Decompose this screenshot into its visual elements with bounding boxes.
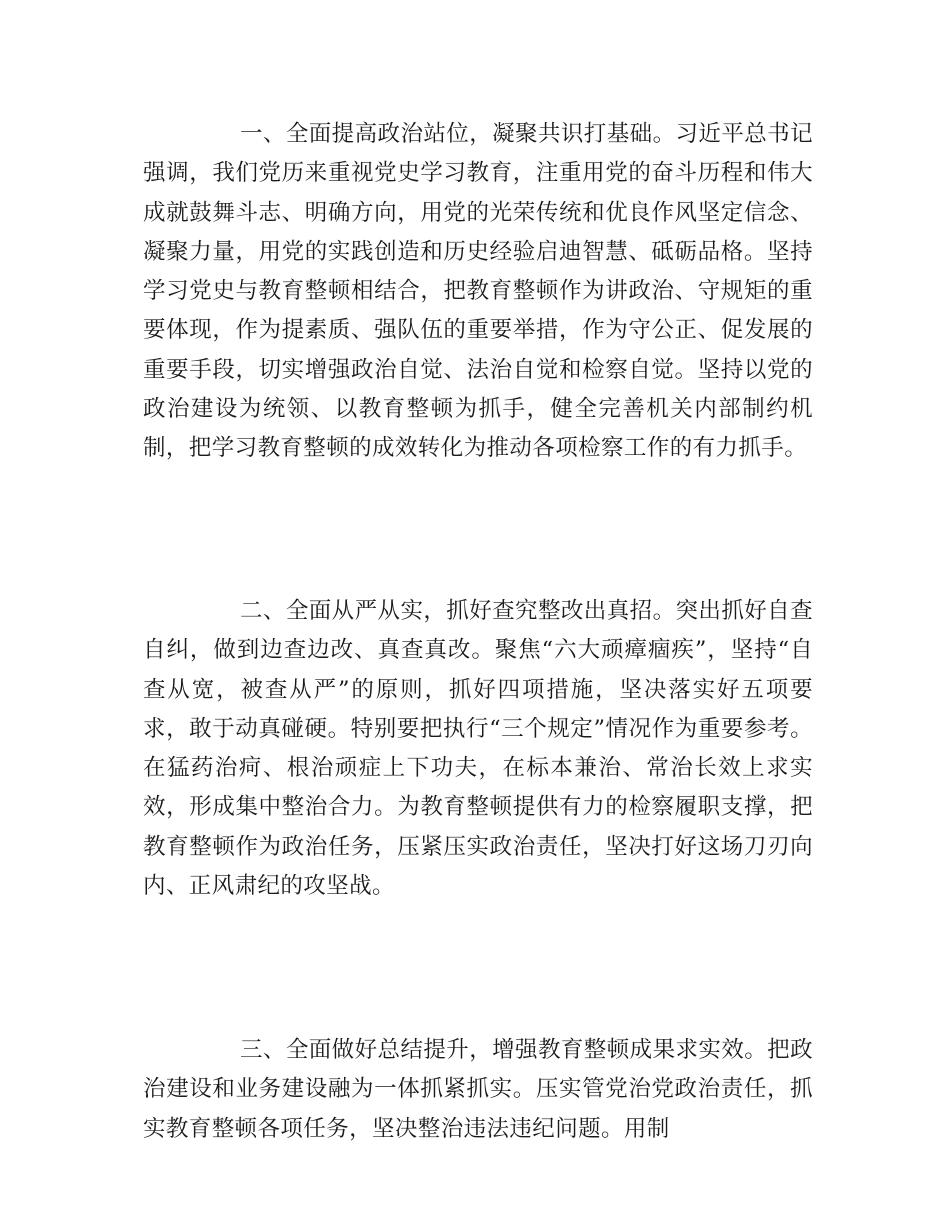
paragraph-1: 一、全面提高政治站位，凝聚共识打基础。习近平总书记强调，我们党历来重视党史学习教育，注重用党的奋斗历程和伟大成就鼓舞斗志、明确方向，用党的光荣传统和优良作风坚定信念、凝聚力量，用党的实践创造和历史经验启迪智慧、砥砺品格。坚持学习党史与教育整顿相结合，把教育整顿作为讲政治、守规矩的重要体现，作为提素质、强队伍的重要举措，作为守公正、促发展的重要手段，切实增强政治自觉、法治自觉和检察自觉。坚持以党的政治建设为统领、以教育整顿为抓手，健全完善机关内部制约机制，把学习教育整顿的成效转化为推动各项检察工作的有力抓手。 bbox=[143, 121, 813, 462]
paragraph-3: 三、全面做好总结提升，增强教育整顿成果求实效。把政治建设和业务建设融为一体抓紧抓实。压实管党治党政治责任，抓实教育整顿各项任务，坚决整治违法违纪问题。用制 bbox=[143, 1037, 813, 1142]
paragraph-2: 二、全面从严从实，抓好查究整改出真招。突出抓好自查自纠，做到边查边改、真查真改。聚焦“六大顽瘴痼疾”，坚持“自查从宽，被查从严”的原则，抓好四项措施，坚决落实好五项要求，敢于动真碰硬。特别要把执行“三个规定”情况作为重要参考。在猛药治疴、根治顽症上下功夫，在标本兼治、常治长效上求实效，形成集中整治合力。为教育整顿提供有力的检察履职支撑，把教育整顿作为政治任务，压紧压实政治责任，坚决打好这场刀刃向内、正风肃纪的攻坚战。 bbox=[143, 598, 813, 900]
